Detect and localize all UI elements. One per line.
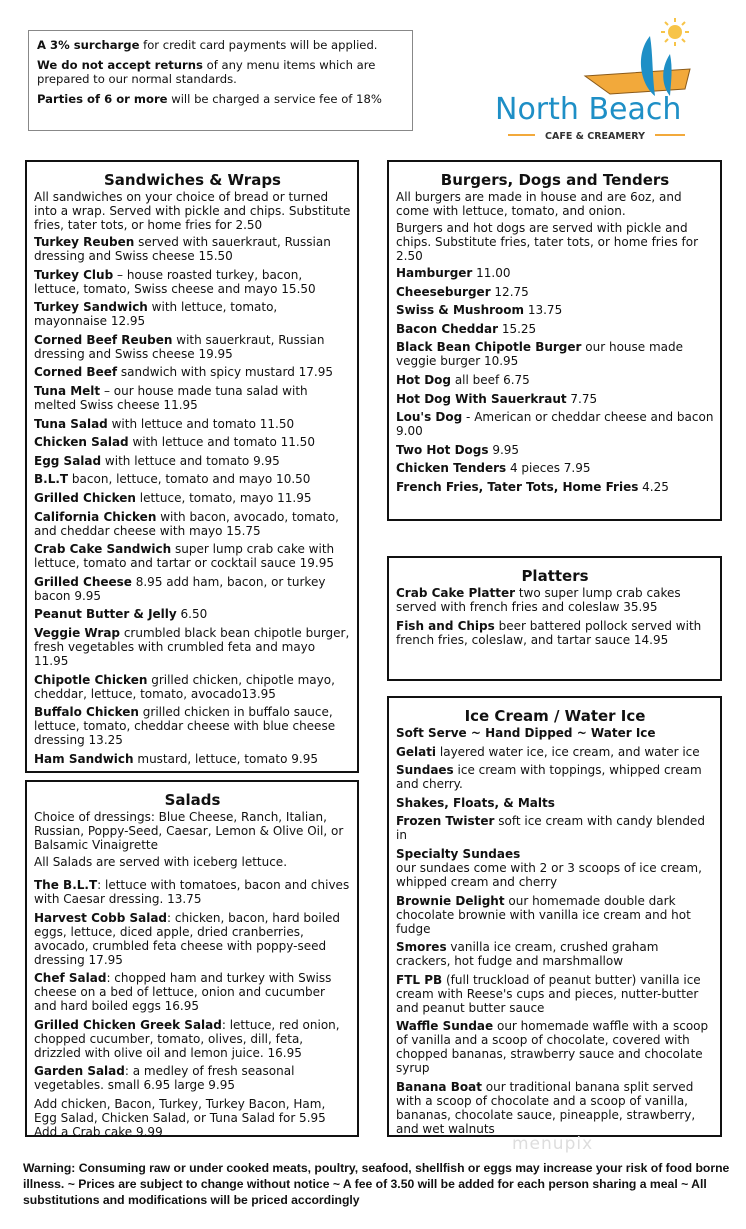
menu-item xyxy=(34,365,351,379)
sun-icon xyxy=(661,18,689,46)
menu-item xyxy=(34,878,351,906)
item-name: Hamburger xyxy=(396,266,473,280)
item-name: Brownie Delight xyxy=(396,893,505,908)
item-name: Cheeseburger xyxy=(396,284,491,299)
item-name: Hot Dog xyxy=(396,372,451,387)
north-beach-logo xyxy=(490,14,710,144)
menu-item xyxy=(396,303,714,317)
section-title: Salads xyxy=(164,791,221,809)
item-description: with bacon, avocado, tomato, and cheddar cheese with mayo 15.75 xyxy=(34,509,339,538)
menu-item xyxy=(396,322,714,336)
item-name: Two Hot Dogs xyxy=(396,442,489,457)
item-name: Grilled Chicken xyxy=(34,490,136,505)
item-name: Shakes, Floats, & Malts xyxy=(396,795,555,810)
item-description: crumbled black bean chipotle burger, fresh vegetables with crumbled feta and mayo 11.95 xyxy=(34,625,350,668)
notice-bold: A 3% surcharge xyxy=(37,38,140,52)
item-name: Chicken Tenders xyxy=(396,461,507,476)
item-name: Soft Serve ~ Hand Dipped ~ Water Ice xyxy=(396,726,656,740)
item-name: FTL PB xyxy=(396,972,443,987)
item-description: 15.25 xyxy=(498,321,537,336)
item-description: our house made veggie burger 10.95 xyxy=(396,340,684,369)
menu-item xyxy=(396,796,714,810)
item-description: with lettuce, tomato, mayonnaise 12.95 xyxy=(34,300,278,329)
menu-item xyxy=(396,619,714,647)
item-description: : chopped ham and turkey with Swiss cheese on a bed of lettuce, onion and cucumber and hard boiled eggs 16.95 xyxy=(34,971,332,1014)
item-description: – our house made tuna salad with melted Swiss cheese 11.95 xyxy=(34,383,308,412)
item-description: 7.75 xyxy=(566,391,598,406)
item-name: Waffle Sundae xyxy=(396,1019,494,1034)
item-name: California Chicken xyxy=(34,509,157,524)
item-description: 13.75 xyxy=(524,303,563,318)
item-description: 9.95 xyxy=(488,442,520,457)
menu-item xyxy=(34,268,351,296)
menu-item xyxy=(396,373,714,387)
item-name: Black Bean Chipotle Burger xyxy=(396,340,582,355)
logo-name: North Beach xyxy=(495,92,682,127)
item-description: : a medley of fresh seasonal vegetables. small 6.95 large 9.95 xyxy=(34,1064,295,1093)
item-name: Harvest Cobb Salad xyxy=(34,910,168,925)
item-description: served with sauerkraut, Russian dressing and Swiss cheese 15.50 xyxy=(34,235,331,263)
item-name: Corned Beef Reuben xyxy=(34,332,173,347)
item-description: our homemade waffle with a scoop of vanilla and a scoop of chocolate, covered with chopped bananas, strawberry sauce and chocolate syrup xyxy=(396,1019,709,1076)
section-title: Sandwiches & Wraps xyxy=(103,171,281,189)
item-name: French Fries, Tater Tots, Home Fries xyxy=(396,479,639,494)
item-name: Garden Salad xyxy=(34,1064,125,1079)
item-description: layered water ice, ice cream, and water ice xyxy=(436,744,700,759)
menu-item xyxy=(396,410,714,438)
item-name: Specialty Sundaes xyxy=(396,846,521,861)
item-name: Fish and Chips xyxy=(396,618,495,633)
section-intro: All burgers are made in house and are 6oz, and come with lettuce, tomato, and onion. xyxy=(396,190,682,218)
item-name: Tuna Salad xyxy=(34,416,108,431)
menu-item xyxy=(396,266,714,280)
warning-footer: Warning: Consuming raw or under cooked meats, poultry, seafood, shellfish or eggs may increase your risk of food borne illness. ~ Prices are subject to change without notice ~ A fee of 3.50 will be added for each person sharing a meal ~ All substitutions and modifications will be priced accordingly xyxy=(23,1161,730,1207)
section-note: Add a Crab cake 9.99 xyxy=(34,1124,163,1139)
section-title: Ice Cream / Water Ice xyxy=(464,707,646,725)
item-description: : chicken, bacon, hard boiled eggs, lettuce, diced apple, dried cranberries, avocado, crumbled feta cheese with poppy-seed dressing 17.95 xyxy=(34,910,341,967)
item-description: 6.50 xyxy=(176,607,208,622)
item-name: Smores xyxy=(396,940,447,955)
notice-returns xyxy=(37,58,404,86)
item-name: Veggie Wrap xyxy=(34,625,121,640)
item-description: all beef 6.75 xyxy=(451,372,530,387)
menu-item xyxy=(34,510,351,538)
item-name: Swiss & Mushroom xyxy=(396,303,525,318)
menu-item xyxy=(396,847,714,889)
item-description: sandwich with spicy mustard 17.95 xyxy=(117,365,333,380)
item-name: Lou's Dog xyxy=(396,410,463,425)
item-name: Turkey Club xyxy=(34,267,114,282)
item-name: Chicken Salad xyxy=(34,435,129,450)
notice-bold: We do not accept returns xyxy=(37,58,203,72)
item-description: lettuce, tomato, mayo 11.95 xyxy=(135,490,312,505)
item-description: two super lump crab cakes served with french fries and coleslaw 35.95 xyxy=(396,586,681,614)
item-description: super lump crab cake with lettuce, tomato and tartar or cocktail sauce 19.95 xyxy=(34,542,335,571)
menu-item xyxy=(396,894,714,936)
menu-item xyxy=(34,300,351,328)
menu-item xyxy=(396,726,714,740)
policy-notice xyxy=(28,30,413,131)
item-description: grilled chicken in buffalo sauce, lettuce, tomato, cheddar cheese with blue cheese dressing 13.25 xyxy=(34,705,336,748)
notice-text: of any menu items which are prepared to our normal standards. xyxy=(37,58,376,86)
item-description: 12.75 xyxy=(490,284,529,299)
menu-item xyxy=(34,235,351,263)
item-name: Grilled Chicken Greek Salad xyxy=(34,1017,222,1032)
menu-item xyxy=(396,461,714,475)
menu-item xyxy=(396,586,714,614)
menu-item xyxy=(34,491,351,505)
menu-item xyxy=(34,1018,351,1060)
section-title: Platters xyxy=(521,567,589,585)
item-description: : lettuce, red onion, chopped cucumber, tomato, olives, dill, feta, drizzled with olive oil and lemon juice. 16.95 xyxy=(34,1017,340,1060)
menu-item xyxy=(396,285,714,299)
menu-item xyxy=(34,472,351,486)
menu-item xyxy=(34,333,351,361)
menu-item xyxy=(396,745,714,759)
menu-item xyxy=(34,435,351,449)
item-description: grilled chicken, chipotle mayo, cheddar, lettuce, tomato, avocado13.95 xyxy=(34,672,335,701)
item-description: 8.95 add ham, bacon, or turkey bacon 9.95 xyxy=(34,574,326,603)
item-description: our traditional banana split served with a scoop of chocolate and a scoop of vanilla, bananas, chocolate sauce, pineapple, strawberry, and wet walnuts xyxy=(396,1079,696,1136)
menu-item xyxy=(34,1064,351,1092)
section-intro: All Salads are served with iceberg lettuce. xyxy=(34,855,288,869)
menu-item xyxy=(396,340,714,368)
menu-item xyxy=(396,973,714,1015)
item-name: Corned Beef xyxy=(34,365,118,380)
item-name: Chef Salad xyxy=(34,971,107,986)
section-intro: All sandwiches on your choice of bread or turned into a wrap. Served with pickle and chips. Substitute fries, tater tots, or home fries for 2.50 xyxy=(34,190,351,232)
notice-text: for credit card payments will be applied. xyxy=(139,38,378,52)
item-name: The B.L.T xyxy=(34,878,98,892)
item-name: Frozen Twister xyxy=(396,814,495,829)
menu-item xyxy=(34,454,351,468)
menu-item xyxy=(34,626,351,668)
menu-item xyxy=(34,384,351,412)
item-name: Ham Sandwich xyxy=(34,751,134,766)
section-sandwiches-wraps xyxy=(25,160,359,773)
item-name: Egg Salad xyxy=(34,453,102,468)
watermark: menupix xyxy=(512,1134,594,1154)
menu-item xyxy=(396,814,714,842)
item-description: (full truckload of peanut butter) vanilla ice cream with Reese's cups and pieces, nutter-butter and peanut butter sauce xyxy=(396,972,701,1015)
item-name: B.L.T xyxy=(34,472,69,487)
menu-item xyxy=(396,443,714,457)
item-name: Gelati xyxy=(396,744,437,759)
menu-item xyxy=(34,607,351,621)
menu-item xyxy=(396,480,714,494)
menu-item xyxy=(34,575,351,603)
menu-item xyxy=(34,673,351,701)
item-description: - American or cheddar cheese and bacon 9.00 xyxy=(396,410,714,439)
notice-text: will be charged a service fee of 18% xyxy=(167,92,382,106)
item-name: Banana Boat xyxy=(396,1079,482,1094)
item-description: 4.25 xyxy=(638,479,669,494)
section-ice-cream-water-ice xyxy=(387,696,722,1137)
notice-parties xyxy=(37,92,404,106)
section-note: Add chicken, Bacon, Turkey, Turkey Bacon, Ham, Egg Salad, Chicken Salad, or Tuna Salad for 5.95 xyxy=(34,1096,326,1125)
menu-item xyxy=(396,940,714,968)
menu-item xyxy=(34,705,351,747)
menu-item xyxy=(34,542,351,570)
item-name: Chipotle Chicken xyxy=(34,672,148,687)
item-name: Turkey Sandwich xyxy=(34,300,148,315)
section-title: Burgers, Dogs and Tenders xyxy=(440,171,670,189)
item-description: 4 pieces 7.95 xyxy=(506,461,591,476)
section-intro: Burgers and hot dogs are served with pickle and chips. Substitute fries, tater tots, or home fries for 2.50 xyxy=(396,221,699,263)
item-description: : lettuce with tomatoes, bacon and chives with Caesar dressing. 13.75 xyxy=(34,878,350,906)
item-subtext: our sundaes come with 2 or 3 scoops of ice cream, whipped cream and cherry xyxy=(396,860,702,889)
item-name: Tuna Melt xyxy=(34,383,101,398)
menu-item xyxy=(34,971,351,1013)
item-description: beer battered pollock served with french fries, coleslaw, and tartar sauce 14.95 xyxy=(396,618,702,647)
item-name: Buffalo Chicken xyxy=(34,705,139,720)
section-burgers-dogs-tenders xyxy=(387,160,722,521)
section-platters xyxy=(387,556,722,681)
item-description: with lettuce and tomato 11.50 xyxy=(128,435,315,450)
item-name: Sundaes xyxy=(396,763,454,778)
item-name: Bacon Cheddar xyxy=(396,321,499,336)
item-name: Hot Dog With Sauerkraut xyxy=(396,391,567,406)
section-intro: Choice of dressings: Blue Cheese, Ranch, Italian, Russian, Poppy-Seed, Caesar, Lemon & Olive Oil, or Balsamic Vinaigrette xyxy=(34,810,344,852)
item-description: with sauerkraut, Russian dressing and Swiss cheese 19.95 xyxy=(34,332,325,361)
menu-item xyxy=(396,763,714,791)
menu-item xyxy=(396,1080,714,1136)
item-name: Crab Cake Platter xyxy=(396,586,516,600)
item-description: our homemade double dark chocolate brownie with vanilla ice cream and hot fudge xyxy=(396,893,691,936)
item-name: Grilled Cheese xyxy=(34,574,132,589)
menu-item xyxy=(396,392,714,406)
logo-tagline: CAFE & CREAMERY xyxy=(545,131,645,142)
item-name: Peanut Butter & Jelly xyxy=(34,607,177,622)
menu-item xyxy=(34,417,351,431)
menu-item xyxy=(396,1019,714,1075)
section-salads xyxy=(25,780,359,1137)
item-name: Turkey Reuben xyxy=(34,235,135,249)
item-name: Crab Cake Sandwich xyxy=(34,542,172,557)
menu-item xyxy=(34,752,351,766)
item-description: soft ice cream with candy blended in xyxy=(396,814,705,843)
notice-surcharge xyxy=(37,38,404,52)
item-description: – house roasted turkey, bacon, lettuce, tomato, Swiss cheese and mayo 15.50 xyxy=(34,267,316,296)
item-description: mustard, lettuce, tomato 9.95 xyxy=(133,751,318,766)
item-description: with lettuce and tomato 11.50 xyxy=(107,416,295,431)
notice-bold: Parties of 6 or more xyxy=(37,92,168,106)
item-description: ice cream with toppings, whipped cream and cherry. xyxy=(396,763,702,792)
item-description: vanilla ice cream, crushed graham crackers, hot fudge and marshmallow xyxy=(396,940,659,969)
boat-hull xyxy=(585,69,690,94)
item-description: with lettuce and tomato 9.95 xyxy=(101,453,280,468)
item-description: 11.00 xyxy=(472,266,511,280)
item-description: bacon, lettuce, tomato and mayo 10.50 xyxy=(68,472,311,487)
menu-item xyxy=(34,911,351,967)
